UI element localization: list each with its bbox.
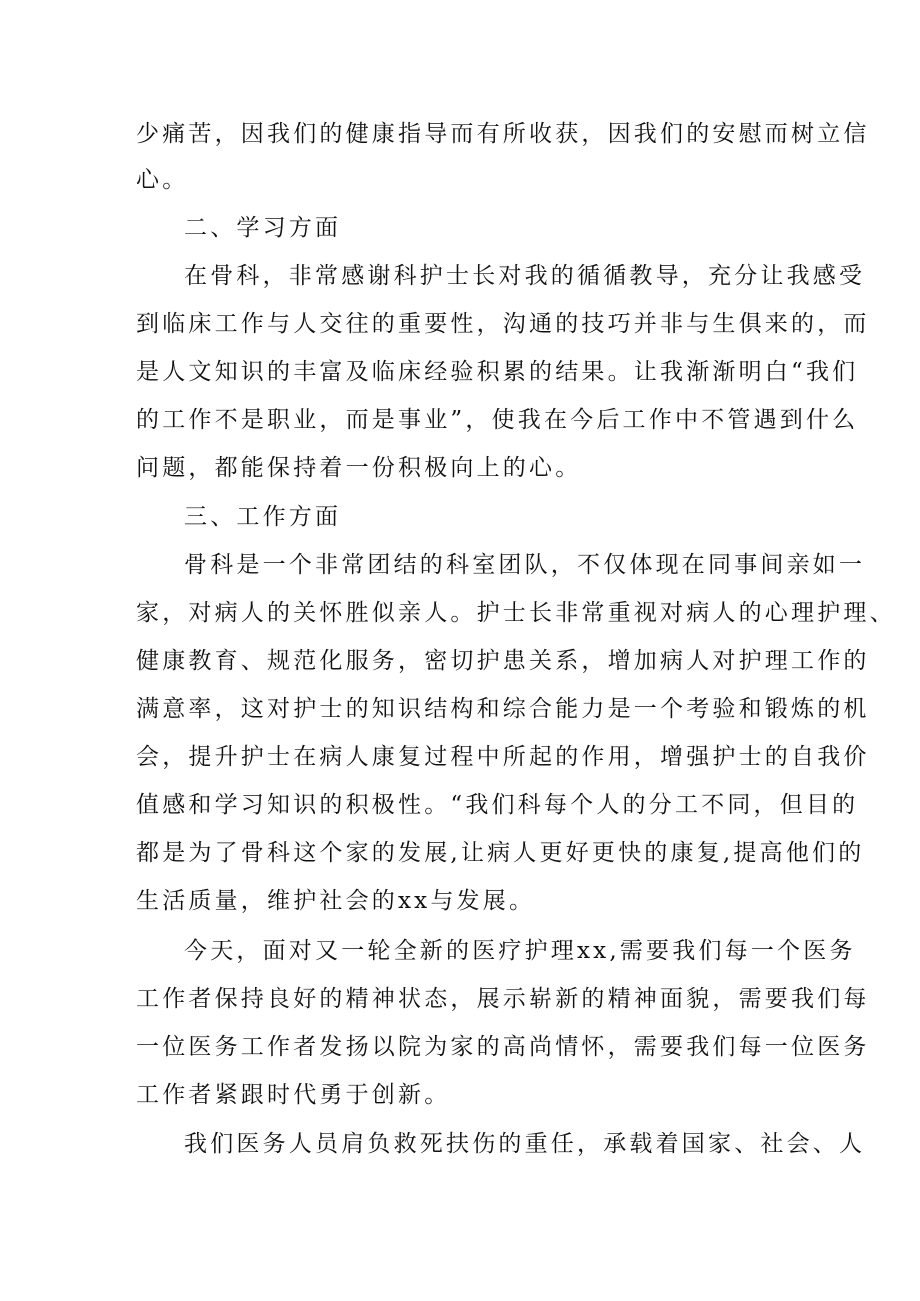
- text-line: 工作者紧跟时代勇于创新。: [136, 1082, 451, 1108]
- text-line: 到临床工作与人交往的重要性，沟通的技巧并非与生俱来的，而: [136, 311, 870, 337]
- text-line: 健康教育、规范化服务，密切护患关系，增加病人对护理工作的: [136, 648, 870, 674]
- text-line: 都是为了骨科这个家的发展,让病人更好更快的康复,提高他们的: [136, 840, 865, 866]
- text-line: 会，提升护士在病人康复过程中所起的作用，增强护士的自我价: [136, 744, 870, 770]
- text-line: 心。: [136, 167, 189, 193]
- text-line: 工作者保持良好的精神状态，展示崭新的精神面貌，需要我们每: [136, 986, 870, 1012]
- section-heading-study: 二、学习方面: [184, 215, 342, 241]
- text-line: 一位医务工作者发扬以院为家的高尚情怀，需要我们每一位医务: [136, 1034, 870, 1060]
- text-line: 家，对病人的关怀胜似亲人。护士长非常重视对病人的心理护理、: [136, 600, 896, 626]
- text-line: 是人文知识的丰富及临床经验积累的结果。让我渐渐明白“我们: [136, 359, 859, 385]
- section-heading-work: 三、工作方面: [184, 504, 342, 530]
- text-line: 骨科是一个非常团结的科室团队，不仅体现在同事间亲如一: [184, 552, 866, 578]
- text-line: 我们医务人员肩负救死扶伤的重任，承载着国家、社会、人: [184, 1131, 866, 1157]
- text-line: 在骨科，非常感谢科护士长对我的循循教导，充分让我感受: [184, 263, 866, 289]
- text-line: 的工作不是职业，而是事业”，使我在今后工作中不管遇到什么: [136, 407, 859, 433]
- text-line: 少痛苦，因我们的健康指导而有所收获，因我们的安慰而树立信: [136, 121, 870, 147]
- text-line: 今天，面对又一轮全新的医疗护理xx,需要我们每一个医务: [184, 938, 856, 964]
- text-line: 生活质量，维护社会的xx与发展。: [136, 888, 536, 914]
- text-line: 满意率，这对护士的知识结构和综合能力是一个考验和锻炼的机: [136, 696, 870, 722]
- text-line: 问题，都能保持着一份积极向上的心。: [136, 455, 582, 481]
- text-line: 值感和学习知识的积极性。“我们科每个人的分工不同，但目的: [136, 792, 859, 818]
